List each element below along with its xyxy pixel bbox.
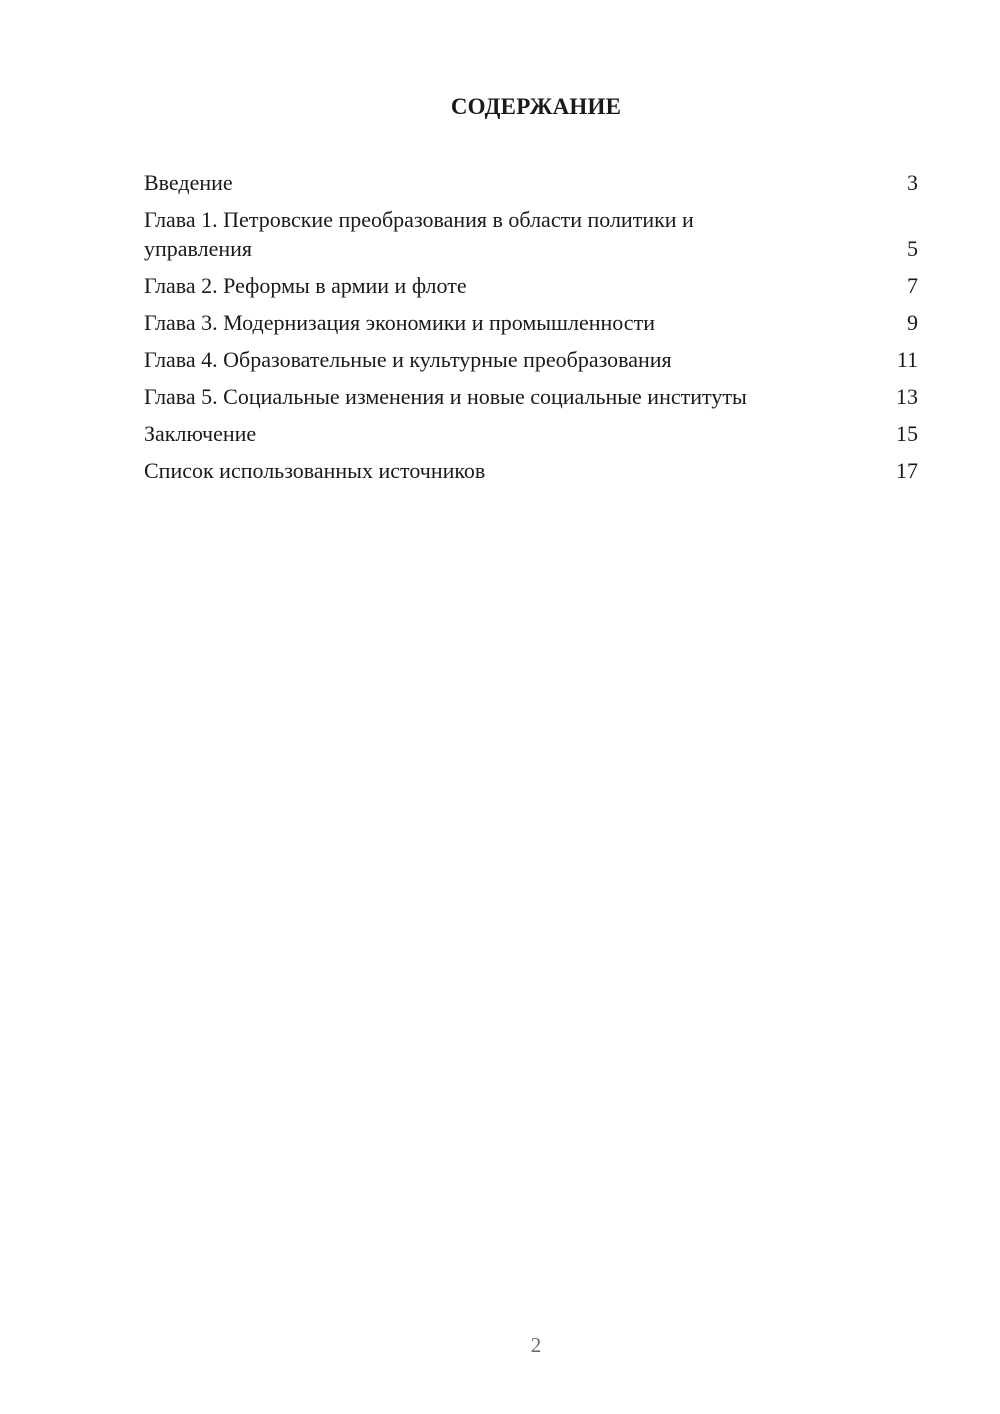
toc-entry-title: Глава 2. Реформы в армии и флоте: [144, 273, 467, 298]
toc-entry-page: 15: [896, 421, 918, 446]
toc-entry-chapter-5: [144, 382, 918, 411]
toc-entry-chapter-3: [144, 308, 918, 337]
toc-entry-chapter-1: [144, 205, 918, 263]
toc-entry-page: 17: [896, 458, 918, 483]
toc-entry-conclusion: [144, 419, 918, 448]
toc-entry-chapter-2: [144, 271, 918, 300]
toc-entry-title: Глава 4. Образовательные и культурные преобразования: [144, 347, 672, 372]
toc-entry-page: 11: [896, 347, 918, 372]
toc-entry-title: Введение: [144, 170, 233, 195]
toc-entry-page: 3: [907, 170, 918, 195]
toc-entry-title: Глава 5. Социальные изменения и новые социальные институты: [144, 384, 747, 409]
toc-entry-title: Заключение: [144, 421, 257, 446]
page-number: 2: [530, 1333, 542, 1357]
toc-entry-page: 9: [907, 310, 918, 335]
toc-entry-introduction: [144, 168, 918, 197]
table-of-contents: [144, 168, 918, 493]
toc-entry-page: 5: [907, 236, 918, 261]
toc-entry-page: 13: [896, 384, 918, 409]
toc-entry-title: Глава 1. Петровские преобразования в области политики и управления: [144, 207, 694, 261]
page-title: СОДЕРЖАНИЕ: [450, 94, 622, 119]
toc-entry-title: Глава 3. Модернизация экономики и промышленности: [144, 310, 655, 335]
toc-entry-title: Список использованных источников: [144, 458, 486, 483]
toc-entry-chapter-4: [144, 345, 918, 374]
toc-entry-references: [144, 456, 918, 485]
toc-entry-page: 7: [907, 273, 918, 298]
